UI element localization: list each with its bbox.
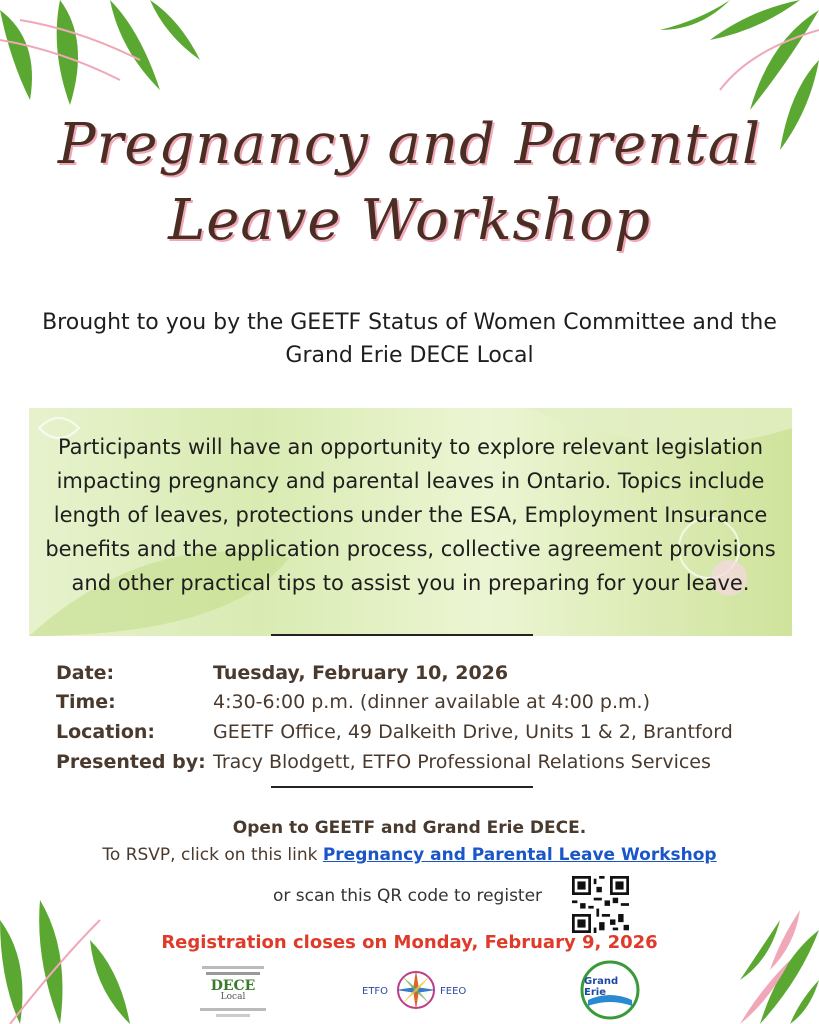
rsvp-line <box>0 845 819 865</box>
grand-erie-logo <box>580 960 640 1020</box>
page-title-line-1: Pregnancy and Parental <box>57 112 762 177</box>
qr-instruction: or scan this QR code to register <box>273 886 543 906</box>
location-value: GEETF Office, 49 Dalkeith Drive, Units 1 & 2, Brantford <box>213 721 733 743</box>
time-label: Time: <box>56 691 116 713</box>
etfo-logo-text: ETFO <box>362 986 389 997</box>
divider-bottom <box>271 786 533 788</box>
etfo-compass-icon <box>394 968 438 1012</box>
dece-local-logo <box>196 962 270 1020</box>
registration-deadline: Registration closes on Monday, February 9, 2026 <box>161 932 658 953</box>
subtitle-line-2: Grand Erie DECE Local <box>285 343 534 368</box>
page-title-line-2: Leave Workshop <box>168 188 651 253</box>
leaves-bottom-left-decoration <box>0 900 180 1024</box>
dece-logo-subtext: Local <box>220 992 246 1002</box>
grand-erie-logo-text: Grand Erie <box>584 976 619 998</box>
subtitle-line-1: Brought to you by the GEETF Status of Women Committee and the <box>42 310 777 335</box>
location-label: Location: <box>56 721 156 743</box>
leaves-bottom-right-decoration <box>700 900 819 1024</box>
time-value: 4:30-6:00 p.m. (dinner available at 4:00 p.m.) <box>213 691 650 713</box>
presenter-label: Presented by: <box>56 751 206 773</box>
subtitle <box>0 306 819 372</box>
intro-panel <box>29 408 792 636</box>
dece-logo-text: DECE <box>210 978 256 994</box>
feeo-logo-text: FEEO <box>440 986 467 997</box>
rsvp-link[interactable]: Pregnancy and Parental Leave Workshop <box>322 845 717 865</box>
divider-top <box>271 634 533 636</box>
date-label: Date: <box>56 662 115 684</box>
leaves-top-left-decoration <box>0 0 200 110</box>
open-to-text: Open to GEETF and Grand Erie DECE. <box>232 818 587 838</box>
qr-code[interactable] <box>572 876 629 933</box>
etfo-logo <box>362 968 470 1012</box>
intro-text: Participants will have an opportunity to explore relevant legislation impacting pregnancy and parental leaves in Ontario. Topics include length of leaves, protections under the ESA, Employment Insurance benefits and the application process, collective agreement provisions and other practical tips to assist you in preparing for your leave. <box>45 435 776 595</box>
presenter-value: Tracy Blodgett, ETFO Professional Relations Services <box>213 751 711 773</box>
rsvp-prefix: To RSVP, click on this link <box>102 845 323 865</box>
date-value: Tuesday, February 10, 2026 <box>213 662 509 684</box>
